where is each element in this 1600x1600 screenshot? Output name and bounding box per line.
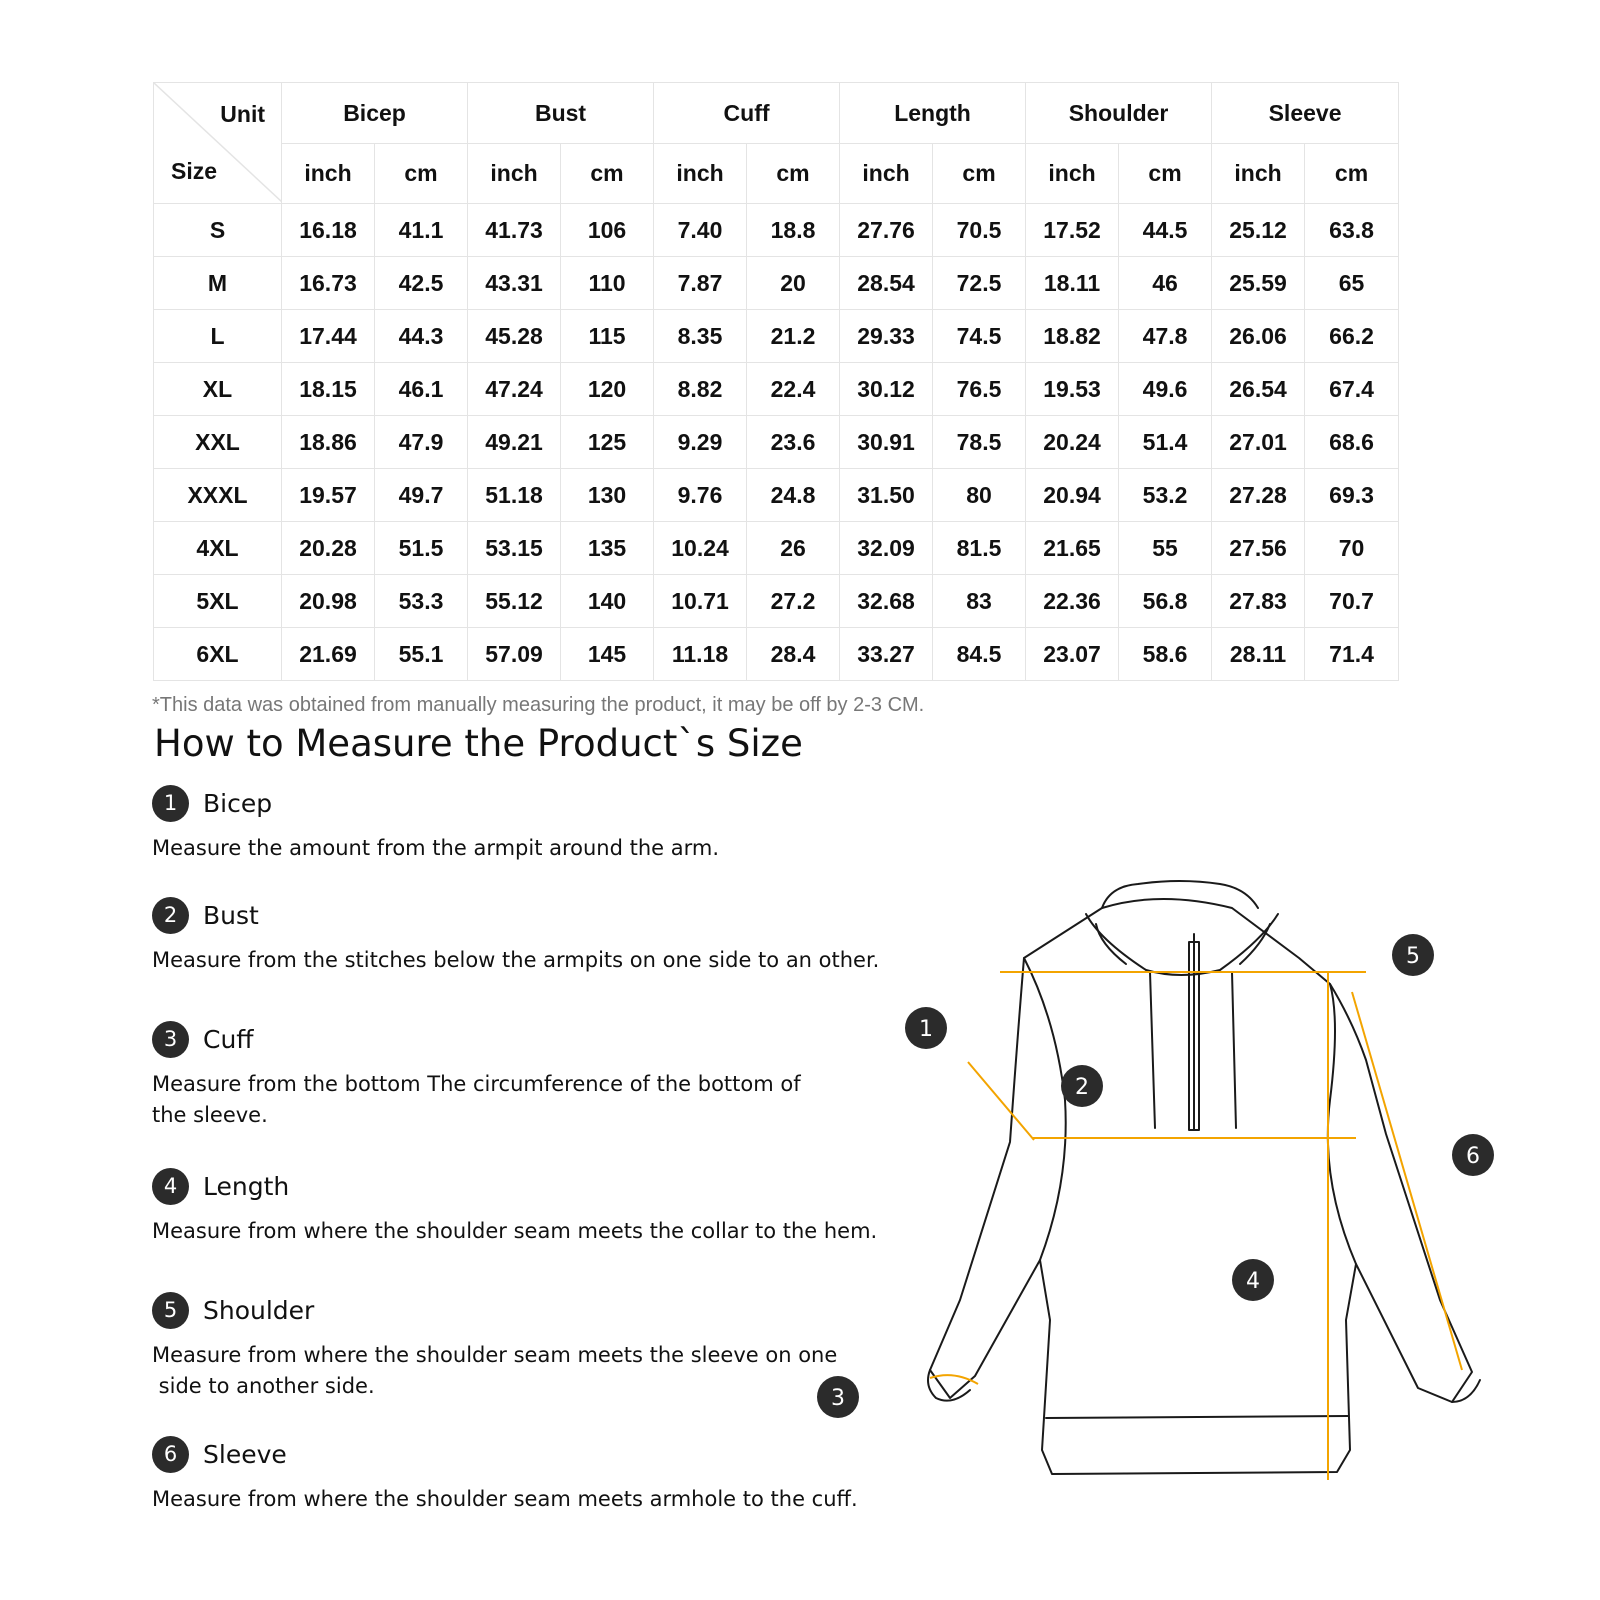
measurement-cell: 25.59 — [1212, 257, 1305, 310]
table-row — [154, 575, 1399, 628]
marker-5-icon — [1392, 934, 1434, 976]
measurement-cell: 18.15 — [282, 363, 375, 416]
unit-subheader: cm — [933, 144, 1026, 204]
hoodie-outline — [928, 881, 1480, 1474]
step-number-badge: 4 — [152, 1168, 189, 1205]
step-description: Measure from the stitches below the armpits on one side to an other. — [152, 948, 880, 972]
marker-2-icon — [1061, 1065, 1103, 1107]
step-description: Measure from where the shoulder seam meets the sleeve on one side to another side. — [152, 1343, 838, 1398]
unit-subheader-row — [154, 144, 1399, 204]
measurement-cell: 47.9 — [375, 416, 468, 469]
unit-subheader: cm — [1119, 144, 1212, 204]
svg-text:5: 5 — [1406, 944, 1420, 969]
measurement-cell: 55.12 — [468, 575, 561, 628]
svg-text:3: 3 — [831, 1386, 845, 1411]
table-row — [154, 628, 1399, 681]
step-name: Length — [203, 1171, 290, 1201]
size-label-cell: L — [154, 310, 282, 363]
marker-3-icon — [817, 1376, 859, 1418]
step-name: Sleeve — [203, 1439, 287, 1469]
measurement-cell: 67.4 — [1305, 363, 1399, 416]
measurement-cell: 44.5 — [1119, 204, 1212, 257]
measurement-cell: 33.27 — [840, 628, 933, 681]
svg-text:6: 6 — [1466, 1144, 1480, 1169]
measurement-cell: 45.28 — [468, 310, 561, 363]
measurement-cell: 27.83 — [1212, 575, 1305, 628]
measurement-cell: 51.4 — [1119, 416, 1212, 469]
step-number-badge: 2 — [152, 897, 189, 934]
measurement-cell: 57.09 — [468, 628, 561, 681]
measurement-cell: 56.8 — [1119, 575, 1212, 628]
size-label-cell: XL — [154, 363, 282, 416]
table-row — [154, 469, 1399, 522]
group-header-bicep: Bicep — [282, 83, 468, 144]
step-sleeve — [152, 1434, 858, 1515]
measurement-cell: 27.56 — [1212, 522, 1305, 575]
measurement-cell: 130 — [561, 469, 654, 522]
measurement-cell: 78.5 — [933, 416, 1026, 469]
svg-text:1: 1 — [919, 1017, 933, 1042]
measurement-cell: 58.6 — [1119, 628, 1212, 681]
measurement-cell: 106 — [561, 204, 654, 257]
measurement-cell: 20.28 — [282, 522, 375, 575]
bicep-measure-line — [968, 1062, 1034, 1140]
measurement-cell: 27.2 — [747, 575, 840, 628]
measurement-cell: 65 — [1305, 257, 1399, 310]
measurement-cell: 20.24 — [1026, 416, 1119, 469]
sleeve-measure-line — [1352, 992, 1462, 1370]
step-bicep — [152, 783, 719, 864]
group-header-length: Length — [840, 83, 1026, 144]
measurement-cell: 110 — [561, 257, 654, 310]
measurement-cell: 47.24 — [468, 363, 561, 416]
step-name: Bust — [203, 900, 259, 930]
group-header-bust: Bust — [468, 83, 654, 144]
table-row — [154, 522, 1399, 575]
unit-subheader: inch — [282, 144, 375, 204]
group-header-shoulder: Shoulder — [1026, 83, 1212, 144]
measurement-cell: 27.28 — [1212, 469, 1305, 522]
measurement-cell: 46 — [1119, 257, 1212, 310]
measurement-cell: 20.94 — [1026, 469, 1119, 522]
table-row — [154, 310, 1399, 363]
measurement-note: *This data was obtained from manually measuring the product, it may be off by 2-3 CM. — [152, 694, 925, 716]
step-name: Cuff — [203, 1024, 254, 1054]
measurement-cell: 18.86 — [282, 416, 375, 469]
hoodie-measurement-diagram — [800, 880, 1520, 1520]
measurement-cell: 8.35 — [654, 310, 747, 363]
measurement-cell: 47.8 — [1119, 310, 1212, 363]
marker-1-icon — [905, 1007, 947, 1049]
measurement-cell: 72.5 — [933, 257, 1026, 310]
measurement-cell: 125 — [561, 416, 654, 469]
measurement-cell: 49.6 — [1119, 363, 1212, 416]
measurement-cell: 20.98 — [282, 575, 375, 628]
measurement-cell: 9.29 — [654, 416, 747, 469]
step-number-badge: 3 — [152, 1021, 189, 1058]
measurement-cell: 42.5 — [375, 257, 468, 310]
step-name: Shoulder — [203, 1295, 315, 1325]
measurement-cell: 25.12 — [1212, 204, 1305, 257]
step-description: Measure from the bottom The circumference of the bottom of the sleeve. — [152, 1072, 801, 1127]
step-length — [152, 1166, 877, 1247]
measurement-cell: 30.12 — [840, 363, 933, 416]
unit-subheader: cm — [1305, 144, 1399, 204]
unit-subheader: inch — [1212, 144, 1305, 204]
size-chart-table — [153, 82, 1399, 681]
measurement-cell: 145 — [561, 628, 654, 681]
measurement-cell: 18.82 — [1026, 310, 1119, 363]
measurement-cell: 19.53 — [1026, 363, 1119, 416]
diagram-markers — [817, 934, 1494, 1418]
step-bust — [152, 895, 879, 976]
measurement-cell: 10.24 — [654, 522, 747, 575]
step-cuff — [152, 1019, 801, 1131]
measurement-cell: 140 — [561, 575, 654, 628]
measurement-cell: 66.2 — [1305, 310, 1399, 363]
unit-subheader: inch — [468, 144, 561, 204]
measurement-cell: 55 — [1119, 522, 1212, 575]
measurement-cell: 84.5 — [933, 628, 1026, 681]
measurement-cell: 81.5 — [933, 522, 1026, 575]
size-label-cell: S — [154, 204, 282, 257]
measurement-cell: 76.5 — [933, 363, 1026, 416]
unit-subheader: cm — [747, 144, 840, 204]
measurement-cell: 63.8 — [1305, 204, 1399, 257]
measurement-cell: 31.50 — [840, 469, 933, 522]
measurement-cell: 44.3 — [375, 310, 468, 363]
measurement-cell: 28.54 — [840, 257, 933, 310]
measurement-cell: 18.11 — [1026, 257, 1119, 310]
measurement-cell: 71.4 — [1305, 628, 1399, 681]
measurement-cell: 16.73 — [282, 257, 375, 310]
measurement-cell: 21.65 — [1026, 522, 1119, 575]
measurement-cell: 18.8 — [747, 204, 840, 257]
measurement-cell: 49.7 — [375, 469, 468, 522]
measurement-cell: 53.2 — [1119, 469, 1212, 522]
measurement-cell: 21.2 — [747, 310, 840, 363]
measurement-cell: 8.82 — [654, 363, 747, 416]
corner-size-label: Size — [171, 158, 218, 184]
measurement-cell: 32.68 — [840, 575, 933, 628]
measurement-cell: 55.1 — [375, 628, 468, 681]
measurement-cell: 115 — [561, 310, 654, 363]
table-row — [154, 363, 1399, 416]
step-shoulder — [152, 1290, 837, 1402]
measurement-cell: 24.8 — [747, 469, 840, 522]
measurement-cell: 51.18 — [468, 469, 561, 522]
measurement-cell: 23.6 — [747, 416, 840, 469]
measurement-cell: 21.69 — [282, 628, 375, 681]
group-header-sleeve: Sleeve — [1212, 83, 1399, 144]
unit-subheader: inch — [654, 144, 747, 204]
measurement-cell: 69.3 — [1305, 469, 1399, 522]
measurement-cell: 30.91 — [840, 416, 933, 469]
corner-unit-label: Unit — [220, 101, 265, 127]
measurement-cell: 11.18 — [654, 628, 747, 681]
measurement-cell: 70.5 — [933, 204, 1026, 257]
step-number-badge: 5 — [152, 1292, 189, 1329]
measurement-cell: 7.87 — [654, 257, 747, 310]
measurement-cell: 43.31 — [468, 257, 561, 310]
measurement-cell: 49.21 — [468, 416, 561, 469]
measurement-cell: 68.6 — [1305, 416, 1399, 469]
measurement-cell: 26.54 — [1212, 363, 1305, 416]
measurement-cell: 20 — [747, 257, 840, 310]
measurement-cell: 9.76 — [654, 469, 747, 522]
size-label-cell: XXXL — [154, 469, 282, 522]
measurement-cell: 19.57 — [282, 469, 375, 522]
measurement-cell: 83 — [933, 575, 1026, 628]
unit-subheader: inch — [840, 144, 933, 204]
table-row — [154, 204, 1399, 257]
svg-text:4: 4 — [1246, 1269, 1260, 1294]
measurement-cell: 53.3 — [375, 575, 468, 628]
measurement-cell: 74.5 — [933, 310, 1026, 363]
measurement-cell: 17.52 — [1026, 204, 1119, 257]
measurement-cell: 27.76 — [840, 204, 933, 257]
measurement-cell: 28.4 — [747, 628, 840, 681]
measurement-cell: 27.01 — [1212, 416, 1305, 469]
step-number-badge: 6 — [152, 1436, 189, 1473]
measurement-cell: 22.36 — [1026, 575, 1119, 628]
measurement-cell: 46.1 — [375, 363, 468, 416]
table-row — [154, 416, 1399, 469]
measurement-cell: 17.44 — [282, 310, 375, 363]
measurement-cell: 26.06 — [1212, 310, 1305, 363]
guide-title: How to Measure the Product`s Size — [154, 722, 803, 765]
marker-4-icon — [1232, 1259, 1274, 1301]
measurement-cell: 29.33 — [840, 310, 933, 363]
table-row — [154, 257, 1399, 310]
measurement-cell: 26 — [747, 522, 840, 575]
svg-text:2: 2 — [1075, 1075, 1089, 1100]
measurement-cell: 53.15 — [468, 522, 561, 575]
step-number-badge: 1 — [152, 785, 189, 822]
step-description: Measure from where the shoulder seam meets armhole to the cuff. — [152, 1487, 858, 1511]
marker-6-icon — [1452, 1134, 1494, 1176]
measurement-cell: 70.7 — [1305, 575, 1399, 628]
table-corner-header — [154, 83, 282, 204]
size-label-cell: M — [154, 257, 282, 310]
measurement-cell: 120 — [561, 363, 654, 416]
measurement-cell: 41.1 — [375, 204, 468, 257]
measurement-cell: 41.73 — [468, 204, 561, 257]
size-label-cell: XXL — [154, 416, 282, 469]
measurement-cell: 16.18 — [282, 204, 375, 257]
step-description: Measure from where the shoulder seam meets the collar to the hem. — [152, 1219, 878, 1243]
size-label-cell: 6XL — [154, 628, 282, 681]
measurement-cell: 23.07 — [1026, 628, 1119, 681]
measurement-cell: 70 — [1305, 522, 1399, 575]
unit-subheader: cm — [561, 144, 654, 204]
measurement-cell: 51.5 — [375, 522, 468, 575]
group-header-cuff: Cuff — [654, 83, 840, 144]
measurement-cell: 135 — [561, 522, 654, 575]
measurement-cell: 28.11 — [1212, 628, 1305, 681]
measurement-cell: 10.71 — [654, 575, 747, 628]
size-label-cell: 4XL — [154, 522, 282, 575]
measurement-cell: 80 — [933, 469, 1026, 522]
measurement-cell: 32.09 — [840, 522, 933, 575]
unit-subheader: cm — [375, 144, 468, 204]
unit-subheader: inch — [1026, 144, 1119, 204]
step-name: Bicep — [203, 788, 273, 818]
step-description: Measure the amount from the armpit around the arm. — [152, 836, 720, 860]
measurement-lines — [930, 972, 1462, 1480]
measurement-cell: 22.4 — [747, 363, 840, 416]
size-label-cell: 5XL — [154, 575, 282, 628]
measurement-cell: 7.40 — [654, 204, 747, 257]
